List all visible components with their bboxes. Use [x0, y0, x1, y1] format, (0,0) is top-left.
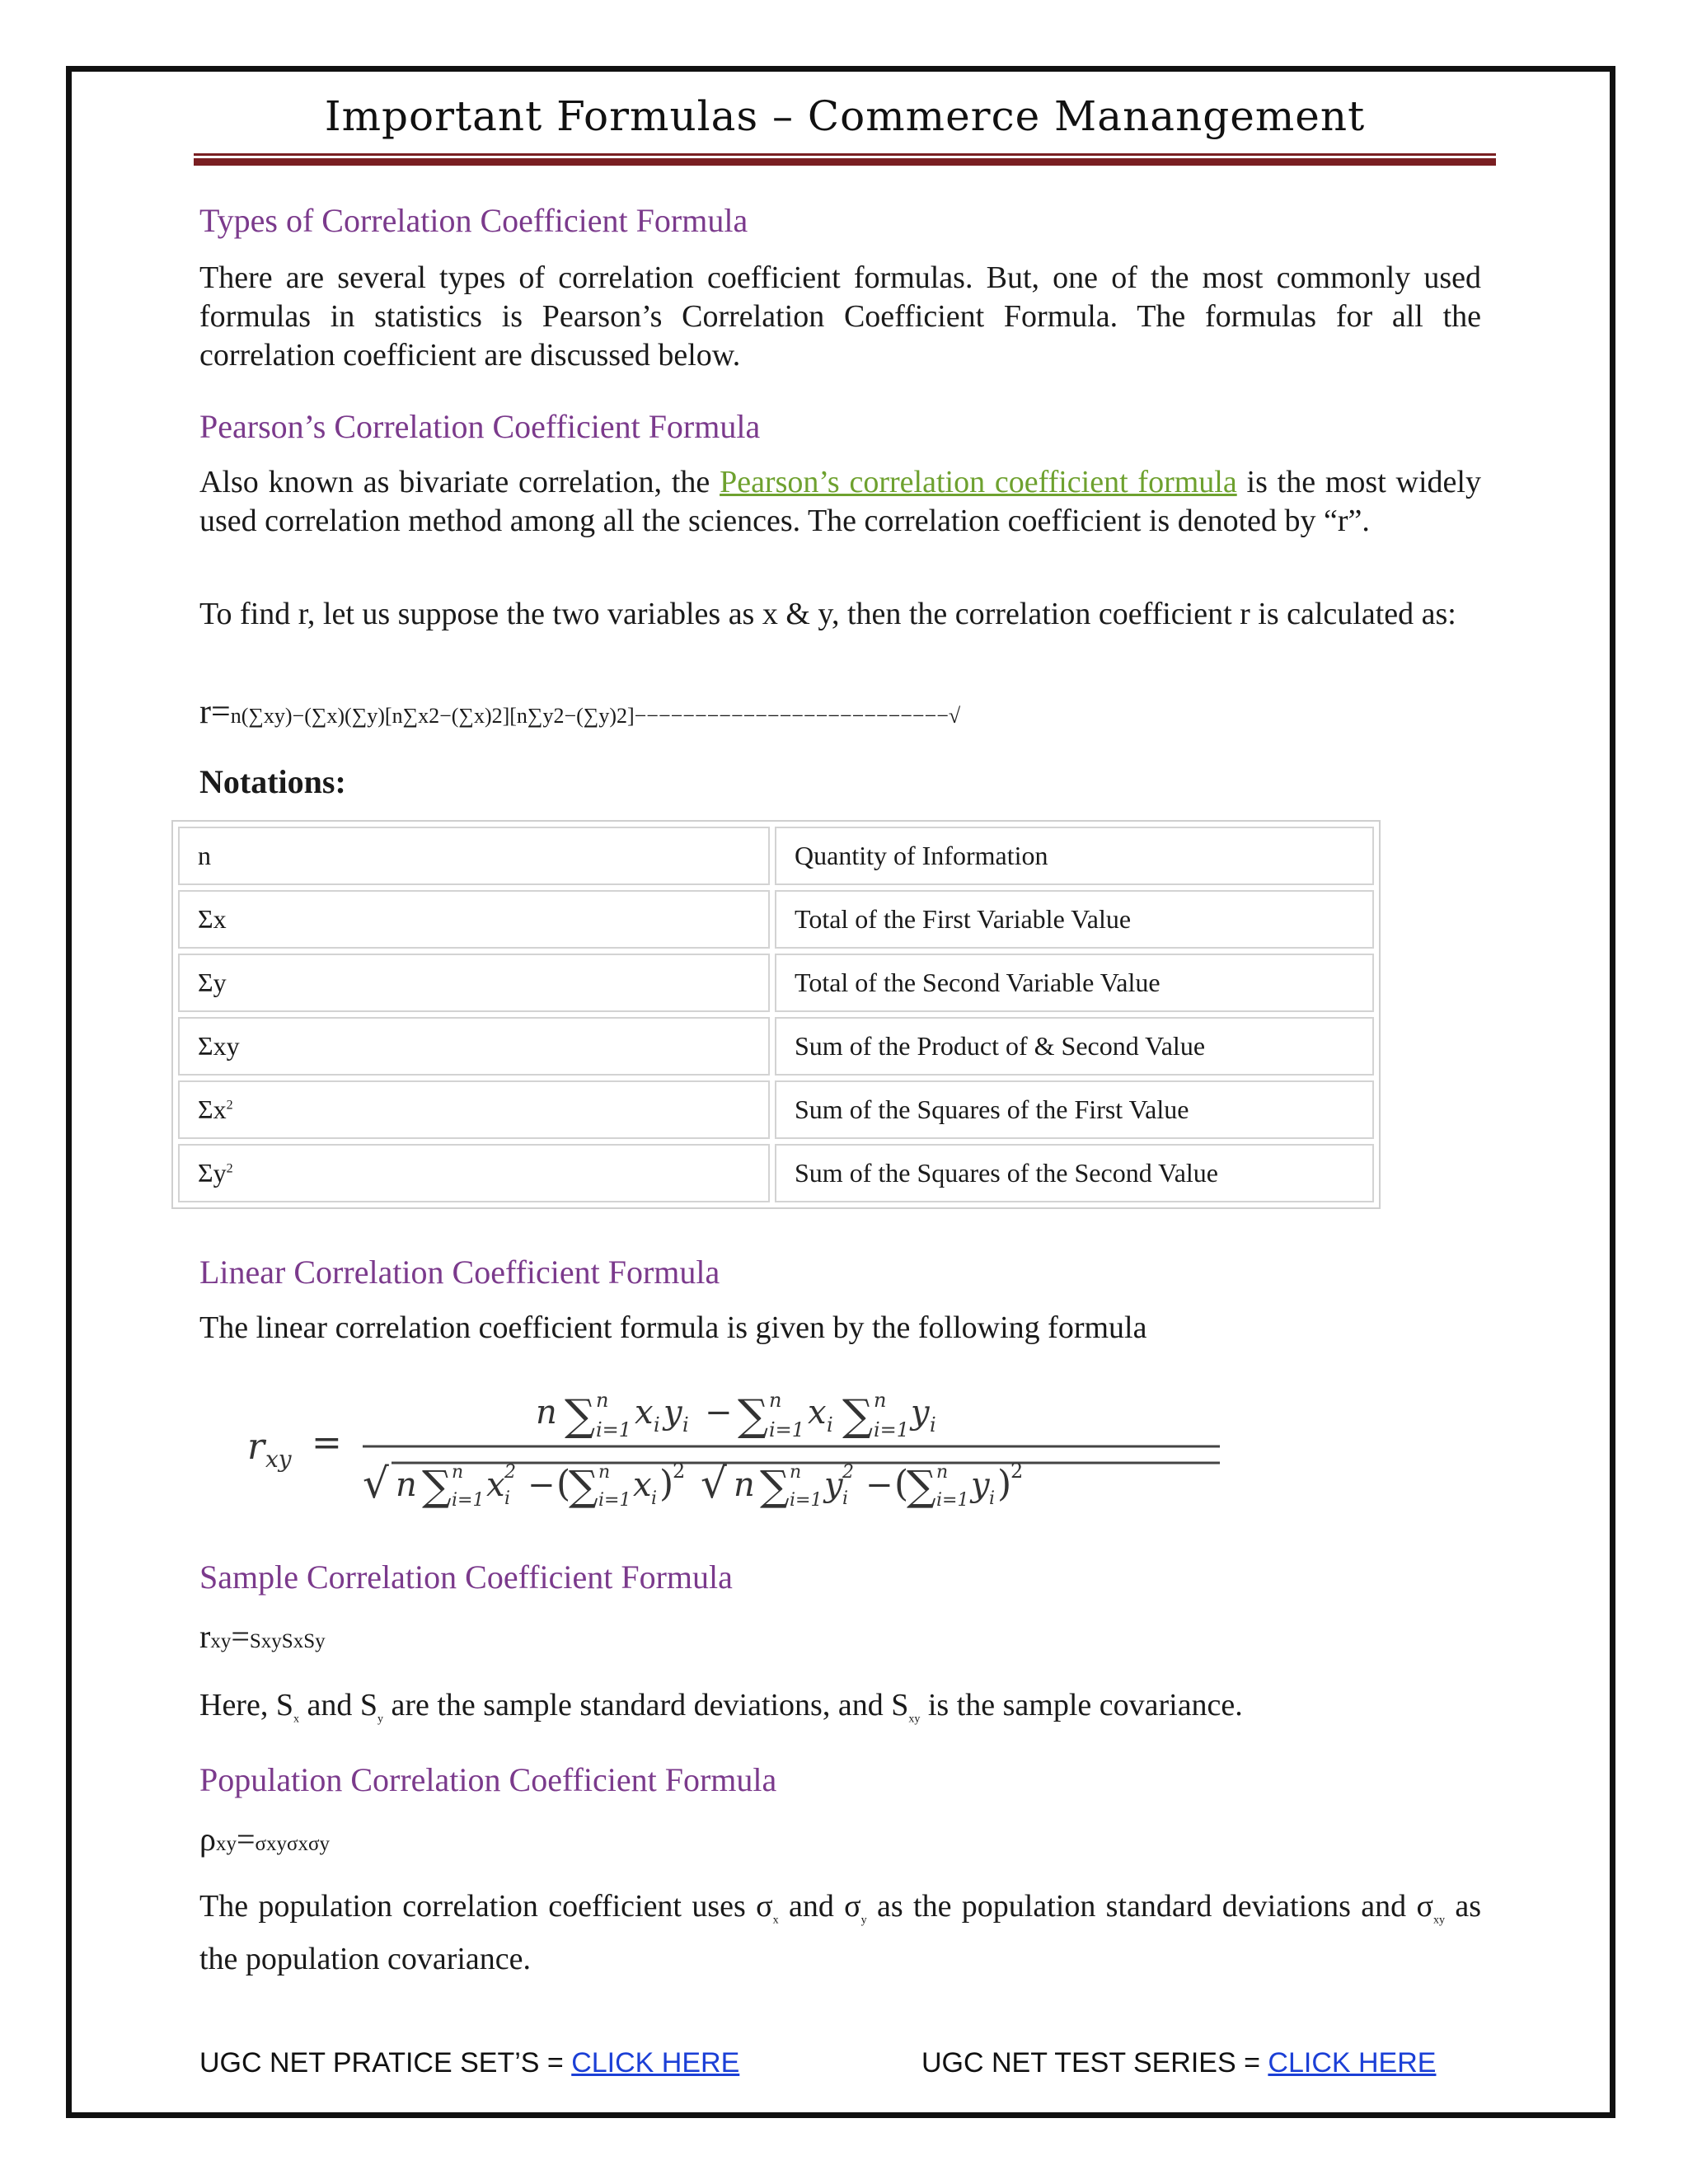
svg-text:−: −: [865, 1466, 893, 1504]
formula-rest: SxySxSy: [249, 1630, 326, 1652]
linear-heading: Linear Correlation Coefficient Formula: [199, 1254, 720, 1291]
svg-text:n: n: [769, 1389, 782, 1412]
svg-text:y: y: [824, 1466, 843, 1504]
text: is the sample covariance.: [920, 1688, 1243, 1722]
svg-text:n: n: [452, 1462, 464, 1483]
footer-label: UGC NET PRATICE SET’S =: [199, 2047, 572, 2079]
svg-text:i=1: i=1: [598, 1490, 631, 1511]
svg-text:−: −: [705, 1394, 733, 1432]
meaning-cell: Sum of the Squares of the First Value: [775, 1080, 1374, 1139]
svg-text:i: i: [842, 1488, 849, 1509]
table-row: [178, 827, 1374, 885]
header-rule-thin: [194, 153, 1496, 156]
text: and σ: [778, 1889, 861, 1924]
footer-test-series: [921, 2047, 1436, 2079]
pearson-heading: Pearson’s Correlation Coefficient Formula: [199, 408, 761, 445]
types-paragraph: There are several types of correlation coefficient formulas. But, one of the most commonly used formulas in statistics is Pearson’s Correlation Coefficient Formula. The formulas for all the correlation coefficient are discussed below.: [199, 260, 1481, 373]
svg-text:2: 2: [504, 1462, 516, 1483]
subscript: y: [860, 1914, 867, 1927]
symbol-superscript: 2: [226, 1161, 233, 1176]
svg-text:y: y: [971, 1466, 990, 1504]
page-title: Important Formulas – Commerce Manangement: [324, 92, 1366, 140]
table-row: [178, 954, 1374, 1012]
svg-text:i=1: i=1: [936, 1490, 969, 1511]
pearson-text-start: Also known as bivariate correlation, the: [199, 465, 720, 499]
subscript: y: [377, 1713, 383, 1726]
text: as the population covariance.: [199, 1889, 1482, 1976]
svg-text:∑: ∑: [422, 1462, 452, 1510]
text: Here, S: [199, 1688, 293, 1722]
symbol-cell: Σy: [178, 954, 770, 1012]
text: The population correlation coefficient uses σ: [199, 1889, 773, 1924]
sample-paragraph: [199, 1686, 1481, 1739]
symbol-cell: [178, 1144, 770, 1202]
svg-text:(: (: [894, 1463, 909, 1505]
svg-text:∑: ∑: [842, 1391, 874, 1441]
svg-text:y: y: [663, 1394, 682, 1432]
svg-text:i: i: [682, 1413, 689, 1436]
table-row: [178, 1144, 1374, 1202]
svg-text:√: √: [701, 1460, 727, 1507]
symbol-text: Σy: [198, 1158, 227, 1188]
svg-text:∑: ∑: [738, 1391, 769, 1441]
svg-text:i: i: [651, 1488, 658, 1509]
svg-text:xy: xy: [265, 1446, 292, 1473]
svg-text:r: r: [247, 1426, 265, 1468]
table-row: [178, 1080, 1374, 1139]
formula-rest: σxyσxσy: [255, 1833, 330, 1855]
practice-set-link[interactable]: CLICK HERE: [571, 2047, 740, 2079]
svg-text:n: n: [790, 1462, 802, 1483]
svg-text:2: 2: [1010, 1460, 1024, 1483]
subscript: xy: [1433, 1914, 1445, 1927]
svg-text:∑: ∑: [569, 1462, 598, 1510]
find-r-paragraph: To find r, let us suppose the two variables as x & y, then the correlation coefficient r is calculated as:: [199, 597, 1456, 631]
symbol-superscript: 2: [226, 1098, 233, 1113]
symbol-cell: [178, 1080, 770, 1139]
text: are the sample standard deviations, and S: [382, 1688, 909, 1722]
meaning-cell: Sum of the Product of & Second Value: [775, 1017, 1374, 1076]
table-row: [178, 890, 1374, 949]
sample-heading: Sample Correlation Coefficient Formula: [199, 1558, 733, 1596]
subscript: xy: [908, 1713, 921, 1726]
formula-eq: =: [231, 1618, 250, 1655]
svg-text:i=1: i=1: [596, 1418, 632, 1441]
formula-sub: xy: [210, 1630, 232, 1652]
svg-text:i: i: [827, 1413, 833, 1436]
svg-text:n: n: [598, 1462, 611, 1483]
text: and S: [298, 1688, 377, 1722]
meaning-cell: Quantity of Information: [775, 827, 1374, 885]
test-series-link[interactable]: CLICK HERE: [1268, 2047, 1437, 2079]
notations-table: [171, 820, 1381, 1209]
svg-text:∑: ∑: [907, 1462, 936, 1510]
svg-text:2: 2: [673, 1460, 686, 1483]
symbol-cell: n: [178, 827, 770, 885]
population-heading: Population Correlation Coefficient Formula: [199, 1761, 777, 1798]
header-rule-thick: [194, 158, 1496, 166]
pearson-text-end: is the most widely used correlation method among all the sciences. The correlation coefficient is denoted by “r”.: [199, 465, 1481, 538]
meaning-cell: Sum of the Squares of the Second Value: [775, 1144, 1374, 1202]
svg-text:i: i: [989, 1488, 996, 1509]
svg-text:i=1: i=1: [874, 1418, 910, 1441]
svg-text:x: x: [808, 1394, 827, 1432]
svg-text:x: x: [486, 1466, 505, 1504]
svg-text:i: i: [504, 1488, 511, 1509]
svg-text:n: n: [536, 1394, 557, 1432]
svg-text:√: √: [363, 1460, 389, 1507]
footer-practice-set: [199, 2047, 739, 2079]
sample-formula-text: [199, 1617, 326, 1656]
svg-text:x: x: [635, 1394, 654, 1432]
svg-text:): ): [659, 1463, 674, 1505]
symbol-cell: Σxy: [178, 1017, 770, 1076]
svg-text:y: y: [911, 1394, 930, 1432]
svg-text:n: n: [936, 1462, 949, 1483]
symbol-text: Σx: [198, 1094, 227, 1124]
population-paragraph: [199, 1887, 1481, 1979]
pearson-paragraph: [199, 463, 1481, 541]
footer-label: UGC NET TEST SERIES =: [921, 2047, 1268, 2079]
subscript: x: [772, 1914, 779, 1927]
meaning-cell: Total of the Second Variable Value: [775, 954, 1374, 1012]
svg-text:i=1: i=1: [769, 1418, 805, 1441]
symbol-cell: Σx: [178, 890, 770, 949]
svg-text:∑: ∑: [760, 1462, 790, 1510]
linear-formula-image: [239, 1372, 1228, 1512]
types-heading: Types of Correlation Coefficient Formula: [199, 202, 748, 239]
svg-text:n: n: [596, 1389, 609, 1412]
svg-text:): ): [997, 1463, 1012, 1505]
subscript: x: [293, 1713, 299, 1726]
formula-main: ρ: [199, 1821, 216, 1858]
formula-expression: n(∑xy)−(∑x)(∑y)[n∑x2−(∑x)2][n∑y2−(∑y)2]−−−−−−−−−−−−−−−−−−−−−−−−−−√: [230, 704, 961, 728]
population-formula-text: [199, 1820, 330, 1858]
pearson-formula-link[interactable]: Pearson’s correlation coefficient formula: [720, 465, 1237, 499]
svg-text:i: i: [930, 1413, 936, 1436]
svg-text:i=1: i=1: [452, 1490, 485, 1511]
formula-main: r: [199, 1618, 211, 1655]
svg-text:(: (: [556, 1463, 571, 1505]
svg-text:=: =: [312, 1422, 342, 1464]
svg-text:n: n: [396, 1466, 417, 1504]
formula-r-symbol: r=: [199, 693, 231, 731]
svg-text:i: i: [654, 1413, 660, 1436]
notations-label: Notations:: [199, 763, 346, 800]
table-row: [178, 1017, 1374, 1076]
svg-text:∑: ∑: [565, 1391, 596, 1441]
meaning-cell: Total of the First Variable Value: [775, 890, 1374, 949]
svg-text:n: n: [874, 1389, 887, 1412]
text: as the population standard deviations and σ: [866, 1889, 1433, 1924]
formula-eq: =: [236, 1821, 256, 1858]
svg-text:−: −: [528, 1466, 556, 1504]
formula-sub: xy: [215, 1833, 237, 1855]
pearson-formula-text: [199, 692, 960, 732]
linear-paragraph: The linear correlation coefficient formula is given by the following formula: [199, 1310, 1147, 1345]
svg-text:n: n: [734, 1466, 755, 1504]
svg-text:2: 2: [842, 1462, 854, 1483]
svg-text:x: x: [633, 1466, 652, 1504]
svg-text:i=1: i=1: [790, 1490, 823, 1511]
